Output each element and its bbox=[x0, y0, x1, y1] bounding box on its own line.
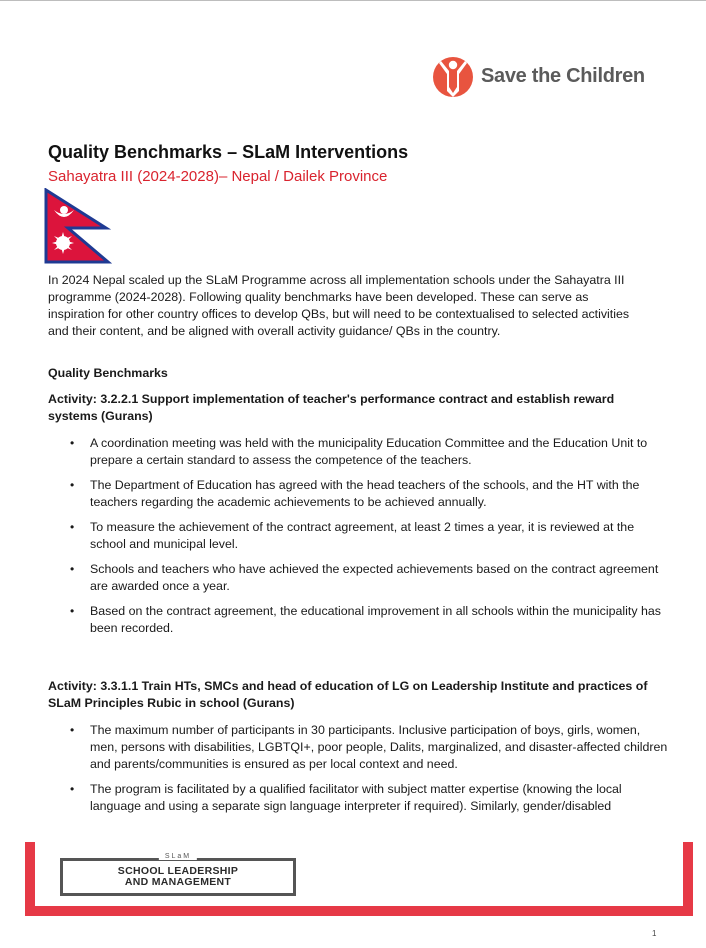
quality-benchmarks-heading: Quality Benchmarks bbox=[48, 366, 168, 380]
bullet-icon: • bbox=[70, 436, 75, 450]
list-item bbox=[48, 477, 668, 511]
save-the-children-child-icon bbox=[431, 53, 475, 99]
list-item-text: The program is facilitated by a qualified facilitator with subject matter expertise (knowing the local language and using a separate sign language interpreter if required). Similarly, gender/disabled bbox=[90, 782, 622, 813]
bullet-icon: • bbox=[70, 520, 75, 534]
slam-line-2: AND MANAGEMENT bbox=[124, 876, 232, 888]
bullet-icon: • bbox=[70, 562, 75, 576]
slam-footer-logo bbox=[60, 853, 296, 896]
logo-text: Save the Children bbox=[481, 64, 645, 87]
page-top-border bbox=[0, 0, 706, 1]
footer-band-bottom bbox=[25, 906, 693, 916]
list-item-text: The Department of Education has agreed with the head teachers of the schools, and the HT with the teachers regarding the academic achievements to be achieved annually. bbox=[90, 478, 640, 509]
nepal-flag-icon bbox=[44, 188, 112, 269]
bullet-icon: • bbox=[70, 478, 75, 492]
list-item-text: Based on the contract agreement, the educational improvement in all schools within the municipality has been recorded. bbox=[90, 604, 661, 635]
slam-small-label: SLaM bbox=[159, 853, 197, 860]
activity-2-bullet-list bbox=[48, 722, 668, 823]
footer-band-right bbox=[683, 842, 693, 916]
document-title: Quality Benchmarks – SLaM Interventions bbox=[48, 142, 409, 162]
bullet-icon: • bbox=[70, 782, 75, 796]
list-item-text: The maximum number of participants in 30 participants. Inclusive participation of boys, girls, women, men, persons with disabilities, LGBTQI+, poor people, Dalits, marginalized, and disaster-affected children and parents/communities is ensured as per local context and need. bbox=[90, 723, 668, 771]
activity-heading-3-3-1-1: Activity: 3.3.1.1 Train HTs, SMCs and head of education of LG on Leadership Institute and practices of SLaM Principles Rubic in school (Gurans) bbox=[48, 679, 648, 710]
slam-line-1: SCHOOL LEADERSHIP bbox=[117, 865, 239, 877]
document-subtitle: Sahayatra III (2024-2028)– Nepal / Dailek Province bbox=[48, 168, 388, 185]
list-item bbox=[48, 519, 668, 553]
list-item bbox=[48, 603, 668, 637]
page-number: 1 bbox=[652, 929, 657, 938]
bullet-icon: • bbox=[70, 604, 75, 618]
list-item bbox=[48, 561, 668, 595]
list-item-text: A coordination meeting was held with the municipality Education Committee and the Education Unit to prepare a certain standard to assess the competence of the teachers. bbox=[90, 436, 648, 467]
activity-1-bullet-list bbox=[48, 435, 668, 645]
footer-band-left bbox=[25, 842, 35, 916]
list-item bbox=[48, 435, 668, 469]
list-item bbox=[48, 722, 668, 773]
intro-paragraph: In 2024 Nepal scaled up the SLaM Programme across all implementation schools under the Sahayatra III programme (2024-2028). Following quality benchmarks have been developed. These can serve as inspiration for other country offices to develop QBs, but will need to be contextualised to selected activities and their content, and be aligned with overall activity guidance/ QBs in the country. bbox=[48, 273, 630, 338]
list-item-text: To measure the achievement of the contract agreement, at least 2 times a year, it is reviewed at the school and municipal level. bbox=[90, 520, 635, 551]
bullet-icon: • bbox=[70, 723, 75, 737]
list-item bbox=[48, 781, 668, 815]
list-item-text: Schools and teachers who have achieved the expected achievements based on the contract agreement are awarded once a year. bbox=[90, 562, 659, 593]
activity-heading-3-2-2-1: Activity: 3.2.2.1 Support implementation of teacher's performance contract and establish reward systems (Gurans) bbox=[48, 392, 615, 423]
save-the-children-logo bbox=[431, 53, 645, 99]
